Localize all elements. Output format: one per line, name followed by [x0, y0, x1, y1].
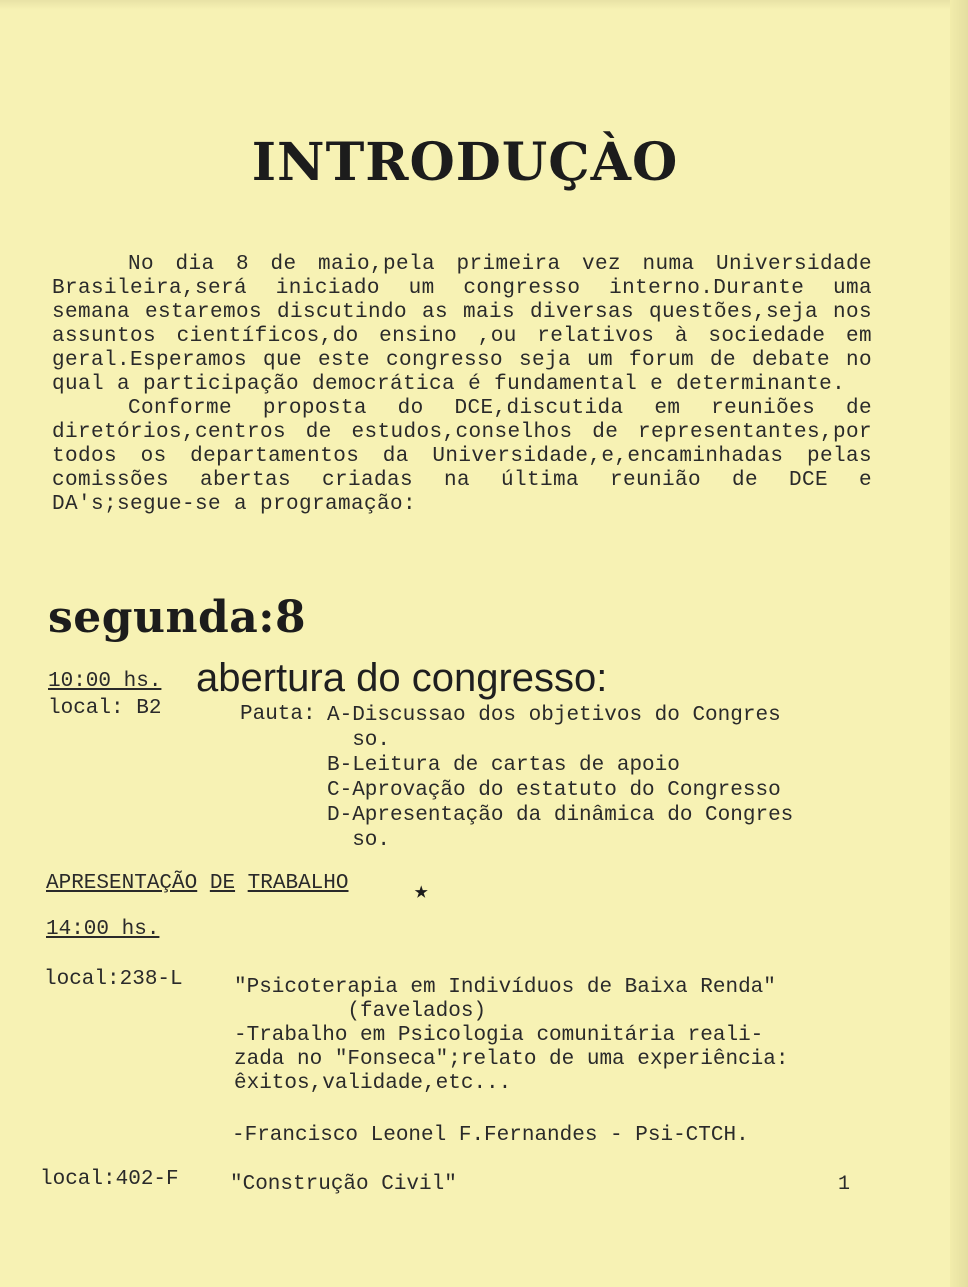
work1-author: -Francisco Leonel F.Fernandes - Psi-CTCH. [232, 1124, 749, 1147]
intro-paragraph-2: Conforme proposta do DCE,discutida em reuniões de diretórios,centros de estudos,conselhos de representantes,por todos os departamentos da Universidade,e,encaminhadas pelas comissões abertas criadas na última reunião de DCE e DA's;segue-se a programação: [52, 397, 872, 516]
page-top-edge [0, 0, 968, 10]
day-heading: segunda:8 [48, 592, 307, 643]
work1-local: local:238-L [44, 968, 183, 991]
pauta-item: A-Discussao dos objetivos do Congres so. [327, 704, 781, 752]
work2-title: "Construção Civil" [230, 1173, 457, 1196]
afternoon-time: 14:00 hs. [46, 918, 160, 941]
pauta-list [327, 703, 793, 853]
opening-time: 10:00 hs. [48, 670, 162, 693]
work1-line: (favelados) [234, 1000, 487, 1023]
star-icon: ★ [414, 879, 429, 906]
opening-title: abertura do congresso: [196, 656, 608, 700]
page-number: 1 [838, 1173, 851, 1196]
intro-text [52, 253, 872, 517]
work1-line: "Psicoterapia em Indivíduos de Baixa Renda" [234, 976, 776, 999]
section-heading [46, 872, 349, 895]
work2-local: local:402-F [40, 1168, 179, 1191]
page-right-edge [950, 0, 968, 1287]
work1-line: êxitos,validade,etc... [234, 1072, 512, 1095]
pauta-item: D-Apresentação da dinâmica do Congres so. [327, 804, 794, 852]
intro-paragraph-1: No dia 8 de maio,pela primeira vez numa Universidade Brasileira,será iniciado um congresso interno.Durante uma semana estaremos discutindo as mais diversas questões,seja nos assuntos científicos,do ensino ,ou relativos à sociedade em geral.Esperamos que este congresso seja um forum de debate no qual a participação democrática é fundamental e determinante. [52, 253, 872, 396]
work1-line: -Trabalho em Psicologia comunitária reali- [234, 1024, 764, 1047]
section-word: APRESENTAÇÃO [46, 872, 198, 895]
section-word: TRABALHO [247, 872, 349, 895]
pauta-item: C-Aprovação do estatuto do Congresso [327, 779, 781, 802]
opening-local: local: B2 [48, 697, 162, 720]
work1-description [234, 976, 789, 1096]
work1-line: zada no "Fonseca";relato de uma experiência: [234, 1048, 789, 1071]
pauta-label: Pauta: [240, 703, 316, 726]
page-title: INTRODUÇÀO [251, 132, 679, 193]
section-word: DE [209, 872, 236, 895]
pauta-item: B-Leitura de cartas de apoio [327, 754, 680, 777]
